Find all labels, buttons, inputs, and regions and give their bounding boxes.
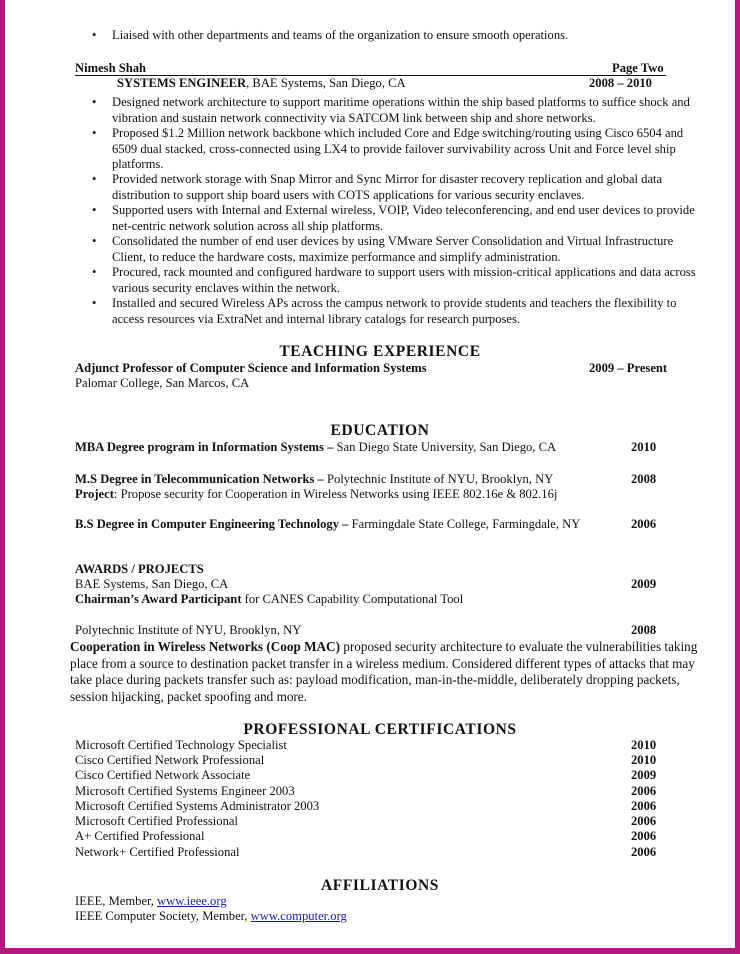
header-name: Nimesh Shah (75, 61, 147, 75)
teaching-title: Adjunct Professor of Computer Science and Information Systems (75, 361, 427, 375)
bullet-marker: • (92, 296, 97, 310)
cert-name: Microsoft Certified Technology Specialist (75, 738, 287, 752)
edu-bs-degree: B.S Degree in Computer Engineering Technology – (75, 517, 349, 531)
bullet-marker: • (92, 28, 97, 42)
cert-year: 2010 (631, 738, 657, 752)
cert-name: Microsoft Certified Systems Engineer 2003 (75, 784, 295, 798)
affiliation-label: IEEE Computer Society, Member, (75, 909, 251, 923)
teaching-dates: 2009 – Present (589, 361, 668, 375)
edu-bs-year: 2006 (631, 517, 657, 531)
edu-mba-year: 2010 (631, 440, 657, 454)
bullet-marker: • (92, 265, 97, 279)
affiliations-heading: AFFILIATIONS (320, 877, 440, 894)
cert-year: 2006 (631, 845, 657, 859)
edu-ms-year: 2008 (631, 472, 657, 486)
job-title-line (117, 76, 406, 92)
cert-name: Cisco Certified Network Professional (75, 753, 265, 767)
awards-bae-award-bold: Chairman’s Award Participant (75, 592, 242, 606)
education-heading: EDUCATION (330, 422, 430, 439)
bullet-marker: • (92, 203, 97, 217)
job-dates: 2008 – 2010 (589, 76, 652, 90)
computer-org-link[interactable]: www.computer.org (250, 909, 347, 923)
affiliation-computer-society (75, 909, 347, 925)
cert-year: 2006 (631, 784, 657, 798)
cert-year: 2006 (631, 829, 657, 843)
ieee-link[interactable]: www.ieee.org (157, 894, 227, 908)
edu-bs (75, 517, 580, 533)
job-bullet-2: Proposed $1.2 Million network backbone which included Core and Edge switching/routing using Cisco 6504 and 6509 dual stacked, cross-connected using LX4 to provide failover survivability across Unit and Force level ship platforms. (112, 126, 684, 172)
bullet-marker: • (92, 126, 97, 140)
awards-bae-award (75, 592, 463, 608)
bullet-marker: • (92, 172, 97, 186)
awards-nyu-year: 2008 (631, 623, 657, 637)
cert-year: 2006 (631, 814, 657, 828)
cert-year: 2006 (631, 799, 657, 813)
job-bullet-6: Procured, rack mounted and configured hardware to support users with mission-critical applications and data across various security enclaves within the network. (112, 265, 696, 295)
awards-nyu-project-desc: proposed security architecture to evaluate the vulnerabilities taking place from a source to destination packet transfer in a wireless medium. Considered different types of attacks that may take place during packets transfer such as: payload modification, man-in-the-middle, deliberately dropping packets, session hijacking, packet spoofing and more. (70, 639, 698, 704)
cert-name: Microsoft Certified Professional (75, 814, 238, 828)
teaching-heading: TEACHING EXPERIENCE (279, 343, 481, 360)
cert-year: 2010 (631, 753, 657, 767)
cert-name: A+ Certified Professional (75, 829, 205, 843)
job-bullet-4: Supported users with Internal and External wireless, VOIP, Video teleconferencing, and end user devices to provide net-centric network solution across all ship platforms. (112, 203, 695, 233)
awards-bae-year: 2009 (631, 577, 657, 591)
awards-bae-award-rest: for CANES Capability Computational Tool (241, 592, 464, 606)
job-title: SYSTEMS ENGINEER (117, 76, 247, 90)
edu-bs-school: Farmingdale State College, Farmingdale, NY (348, 517, 581, 531)
edu-ms-project (75, 487, 557, 503)
cert-name: Cisco Certified Network Associate (75, 768, 251, 782)
edu-ms-project-text: : Propose security for Cooperation in Wireless Networks using IEEE 802.16e & 802.16j (113, 487, 558, 501)
job-bullet-5: Consolidated the number of end user devices by using VMware Server Consolidation and Virtual Infrastructure Client, to reduce the hardware costs, maximize performance and simplify administration. (112, 234, 674, 264)
edu-ms-project-label: Project (75, 487, 114, 501)
affiliation-label: IEEE, Member, (75, 894, 158, 908)
job-bullet-3: Provided network storage with Snap Mirror and Sync Mirror for disaster recovery replication and global data distribution to support ship board users with COTS applications for various security enclaves. (112, 172, 663, 202)
edu-mba-degree: MBA Degree program in Information Systems – (75, 440, 334, 454)
job-bullet-7: Installed and secured Wireless APs across the campus network to provide students and teachers the flexibility to access resources via ExtraNet and internal library catalogs for research purposes. (112, 296, 677, 326)
affiliation-ieee (75, 894, 227, 910)
bullet-marker: • (92, 234, 97, 248)
cert-name: Network+ Certified Professional (75, 845, 240, 859)
awards-nyu-project-title: Cooperation in Wireless Networks (Coop MAC) (70, 639, 340, 654)
job-bullet-1: Designed network architecture to support maritime operations within the ship based platforms to suffice shock and vibration and sustain network connectivity via SATCOM link between ship and shore networks. (112, 95, 690, 125)
edu-ms (75, 472, 553, 488)
edu-mba (75, 440, 556, 456)
top-bullet-text: Liaised with other departments and teams of the organization to ensure smooth operations. (112, 28, 569, 42)
edu-mba-school: San Diego State University, San Diego, CA (333, 440, 557, 454)
edu-ms-degree: M.S Degree in Telecommunication Networks – (75, 472, 324, 486)
awards-nyu-org: Polytechnic Institute of NYU, Brooklyn, NY (75, 623, 302, 637)
certifications-heading: PROFESSIONAL CERTIFICATIONS (243, 721, 517, 738)
awards-nyu-project (70, 639, 710, 705)
teaching-place: Palomar College, San Marcos, CA (75, 376, 250, 390)
bullet-marker: • (92, 95, 97, 109)
job-company: , BAE Systems, San Diego, CA (246, 76, 406, 90)
edu-ms-school: Polytechnic Institute of NYU, Brooklyn, NY (323, 472, 554, 486)
cert-year: 2009 (631, 768, 657, 782)
header-page: Page Two (612, 61, 664, 75)
awards-heading: AWARDS / PROJECTS (75, 562, 204, 576)
cert-name: Microsoft Certified Systems Administrator 2003 (75, 799, 320, 813)
awards-bae-org: BAE Systems, San Diego, CA (75, 577, 229, 591)
